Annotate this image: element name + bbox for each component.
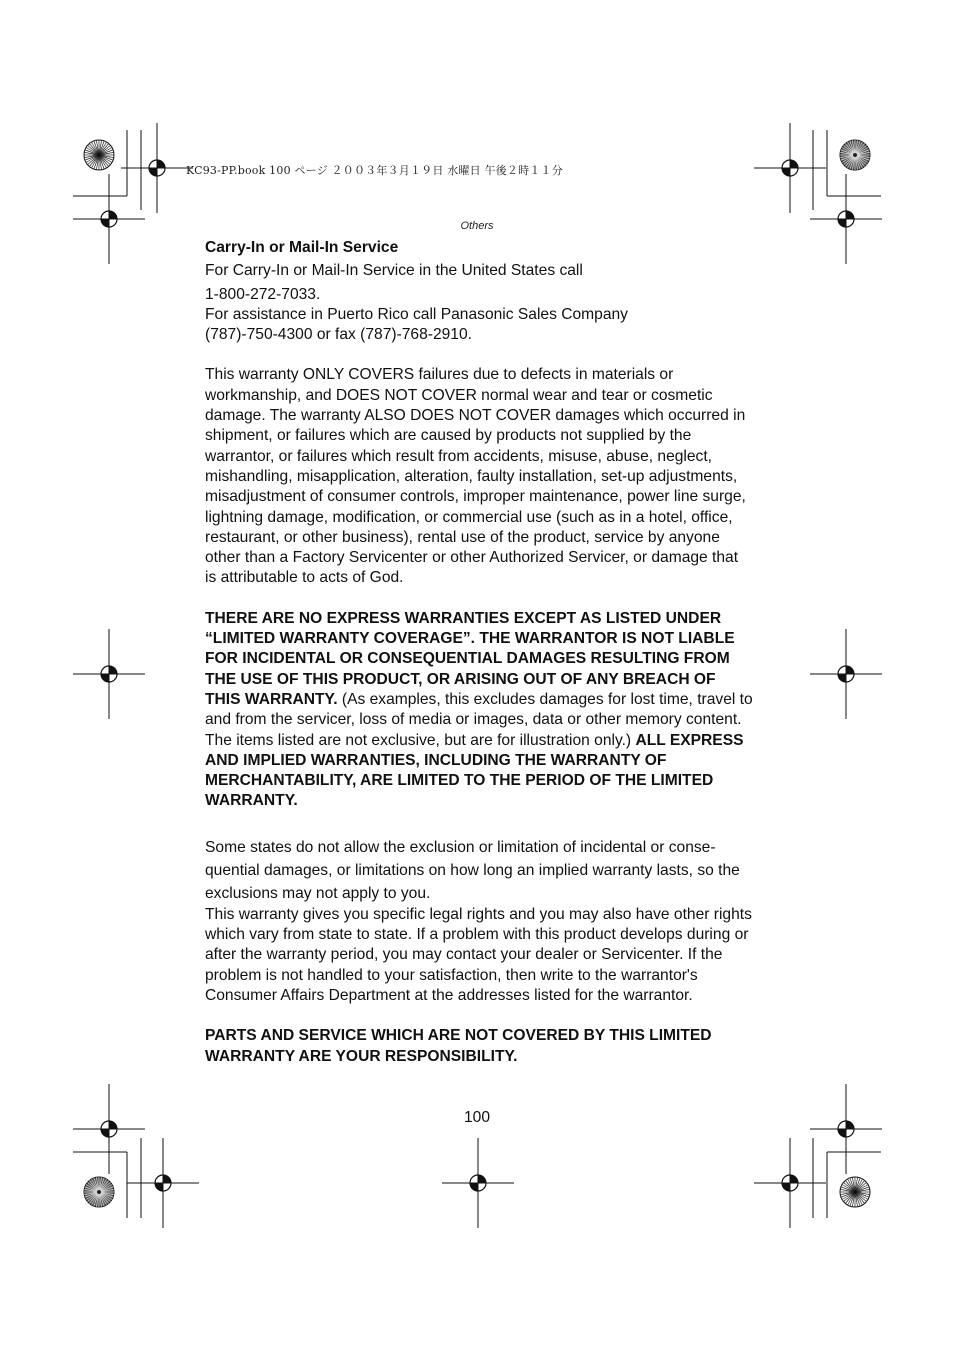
legal-rights-paragraph: This warranty gives you specific legal rights and you may also have other rights which vary from state to state. If a problem with this product develops during or after the warranty period, you may contact your dealer or Servicenter. If the problem is not handled to your satisfaction, then write to the warrantor's Consumer Affairs Department at the addresses listed for the warrantor.	[205, 905, 752, 1004]
registration-quadrant	[163, 1175, 171, 1183]
registration-quadrant	[101, 1129, 109, 1137]
implied-warranty-statement: ALL EXPRESS AND IMPLIED WARRANTIES, INCLUDING THE WARRANTY OF MERCHANTABILITY, ARE LIMITED TO THE PERIOD OF THE LIMITED WARRANTY.	[205, 731, 744, 810]
registration-quadrant	[846, 211, 854, 219]
service-line-us: For Carry-In or Mail-In Service in the United States call	[205, 262, 583, 280]
registration-quadrant	[478, 1175, 486, 1183]
registration-quadrant	[101, 674, 109, 682]
registration-quadrant	[149, 168, 157, 176]
service-pr-phone: (787)-750-4300 or fax (787)-768-2910.	[205, 326, 472, 344]
states-paragraph: Some states do not allow the exclusion or limitation of incidental or conse-quential damages, or limitations on how long an implied warranty lasts, so the exclusions may not apply to you.	[205, 838, 740, 902]
registration-quadrant	[782, 168, 790, 176]
color-wheel-center	[853, 153, 857, 157]
color-wheel-center	[97, 1190, 101, 1194]
express-examples: (As examples, this excludes damages for lost time, travel to and from the servicer, loss of media or images, data or other memory content. The items listed are not exclusive, but are for illustration only.)	[205, 690, 753, 749]
registration-quadrant	[790, 160, 798, 168]
color-wheel-center	[97, 153, 101, 157]
print-slug-line: KC93-PP.book 100 ページ ２００３年３月１９日 水曜日 午後２時１１分	[186, 164, 563, 177]
service-heading: Carry-In or Mail-In Service	[205, 239, 399, 256]
registration-quadrant	[838, 674, 846, 682]
parts-responsibility-statement: PARTS AND SERVICE WHICH ARE NOT COVERED BY THIS LIMITED WARRANTY ARE YOUR RESPONSIBILITY.	[205, 1027, 712, 1065]
service-line-pr: For assistance in Puerto Rico call Panasonic Sales Company	[205, 305, 628, 323]
registration-quadrant	[109, 211, 117, 219]
registration-quadrant	[155, 1183, 163, 1191]
registration-quadrant	[109, 666, 117, 674]
registration-quadrant	[157, 160, 165, 168]
registration-quadrant	[838, 1129, 846, 1137]
registration-quadrant	[782, 1183, 790, 1191]
registration-quadrant	[846, 666, 854, 674]
coverage-paragraph: This warranty ONLY COVERS failures due to defects in materials or workmanship, and DOES NOT COVER normal wear and tear or cosmetic damage. The warranty ALSO DOES NOT COVER damages which occurred in shipment, or failures which are caused by products not supplied by the warrantor, or failures which result from accidents, misuse, abuse, neglect, mishandling, misapplication, alteration, faulty installation, set-up adjustments, misadjustment of consumer controls, improper maintenance, power line surge, lightning damage, modification, or commercial use (such as in a hotel, office, restaurant, or other business), rental use of the product, service by anyone other than a Factory Servicenter or other Authorized Servicer, or damage that is attributable to acts of God.	[205, 366, 746, 587]
color-wheel-center	[853, 1190, 857, 1194]
section-title: Others	[460, 220, 494, 232]
page-content	[205, 238, 753, 1067]
page-number: 100	[463, 1109, 491, 1126]
registration-quadrant	[470, 1183, 478, 1191]
express-bold-statement: THERE ARE NO EXPRESS WARRANTIES EXCEPT AS LISTED UNDER “LIMITED WARRANTY COVERAGE”. THE WARRANTOR IS NOT LIABLE FOR INCIDENTAL OR CONSEQUENTIAL DAMAGES RESULTING FROM THE USE OF THIS PRODUCT, OR ARISING OUT OF ANY BREACH OF THIS WARRANTY.	[205, 609, 735, 708]
express-warranty-paragraph	[205, 609, 753, 812]
registration-quadrant	[790, 1175, 798, 1183]
service-phone: 1-800-272-7033.	[205, 285, 321, 303]
